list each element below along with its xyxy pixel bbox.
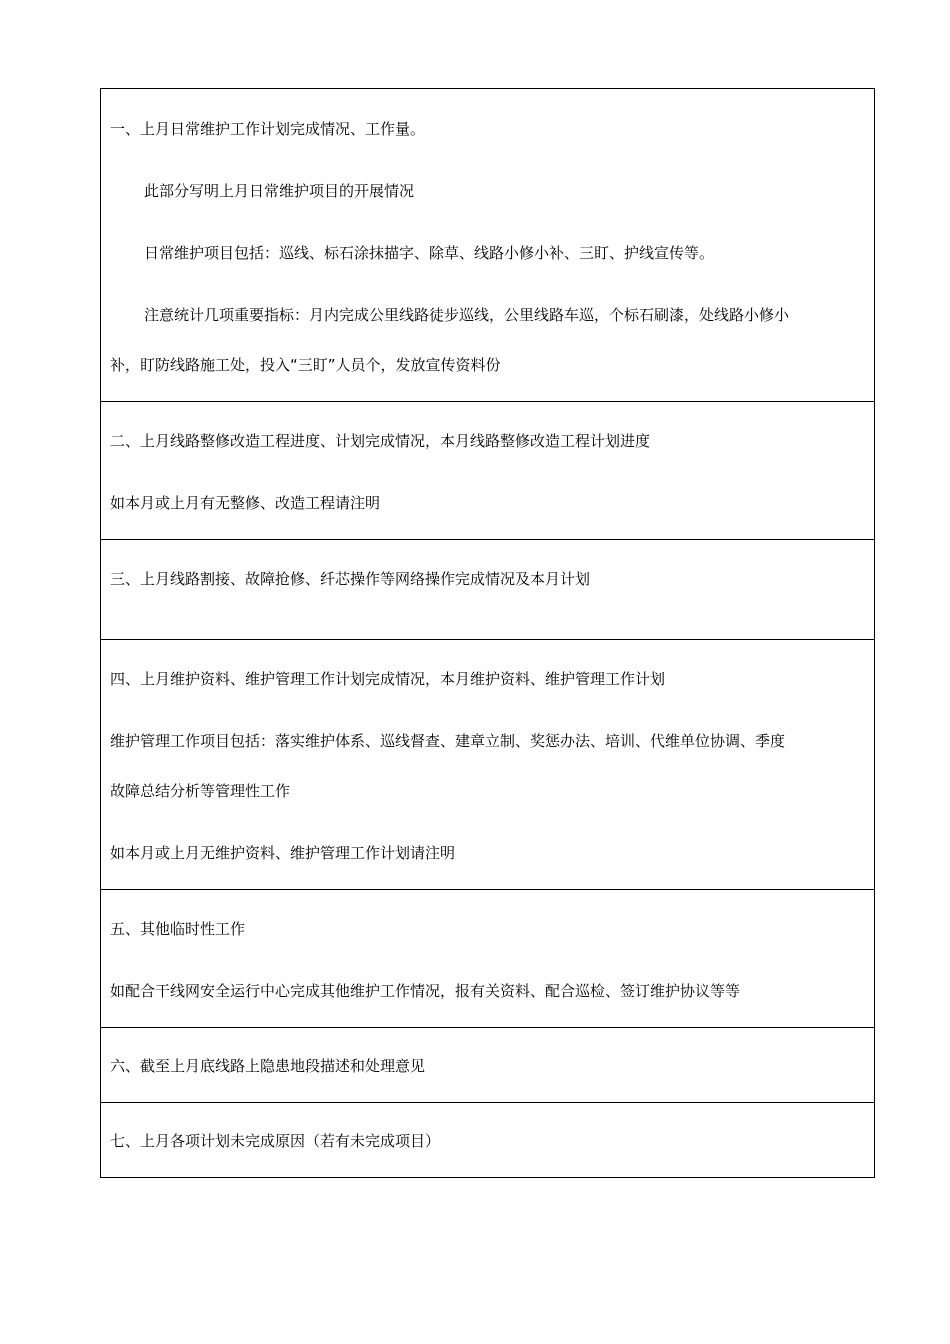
section-4-line-1: 维护管理工作项目包括：落实维护体系、巡线督查、建章立制、奖惩办法、培训、代维单位协调、季度 (110, 732, 786, 750)
section-6 (101, 1027, 874, 1102)
section-1-line-4: 补，盯防线路施工处，投入“三盯”人员个，发放宣传资料份 (110, 356, 501, 374)
section-4 (101, 639, 874, 889)
section-5-heading: 五、其他临时性工作 (110, 920, 246, 938)
section-3-heading: 三、上月线路割接、故障抢修、纤芯操作等网络操作完成情况及本月计划 (110, 570, 591, 588)
section-1-heading: 一、上月日常维护工作计划完成情况、工作量。 (110, 120, 426, 138)
section-4-heading: 四、上月维护资料、维护管理工作计划完成情况，本月维护资料、维护管理工作计划 (110, 670, 666, 688)
section-4-line-3: 如本月或上月无维护资料、维护管理工作计划请注明 (110, 844, 456, 862)
section-1-line-2: 日常维护项目包括：巡线、标石涂抹描字、除草、线路小修小补、三盯、护线宣传等。 (144, 244, 715, 262)
section-1 (101, 89, 874, 401)
section-6-heading: 六、截至上月底线路上隐患地段描述和处理意见 (110, 1057, 426, 1075)
section-4-line-2: 故障总结分析等管理性工作 (110, 782, 291, 800)
section-7 (101, 1102, 874, 1177)
section-7-heading: 七、上月各项计划未完成原因（若有未完成项目） (110, 1132, 441, 1150)
section-3 (101, 539, 874, 639)
section-2 (101, 401, 874, 539)
section-1-line-1: 此部分写明上月日常维护项目的开展情况 (144, 182, 415, 200)
section-5 (101, 889, 874, 1027)
section-2-heading: 二、上月线路整修改造工程进度、计划完成情况，本月线路整修改造工程计划进度 (110, 432, 651, 450)
section-1-line-3: 注意统计几项重要指标：月内完成公里线路徒步巡线，公里线路车巡，个标石刷漆，处线路小修小 (144, 306, 790, 324)
section-2-line-1: 如本月或上月有无整修、改造工程请注明 (110, 494, 381, 512)
report-table (100, 88, 875, 1178)
section-5-line-1: 如配合干线网安全运行中心完成其他维护工作情况，报有关资料、配合巡检、签订维护协议等等 (110, 982, 741, 1000)
